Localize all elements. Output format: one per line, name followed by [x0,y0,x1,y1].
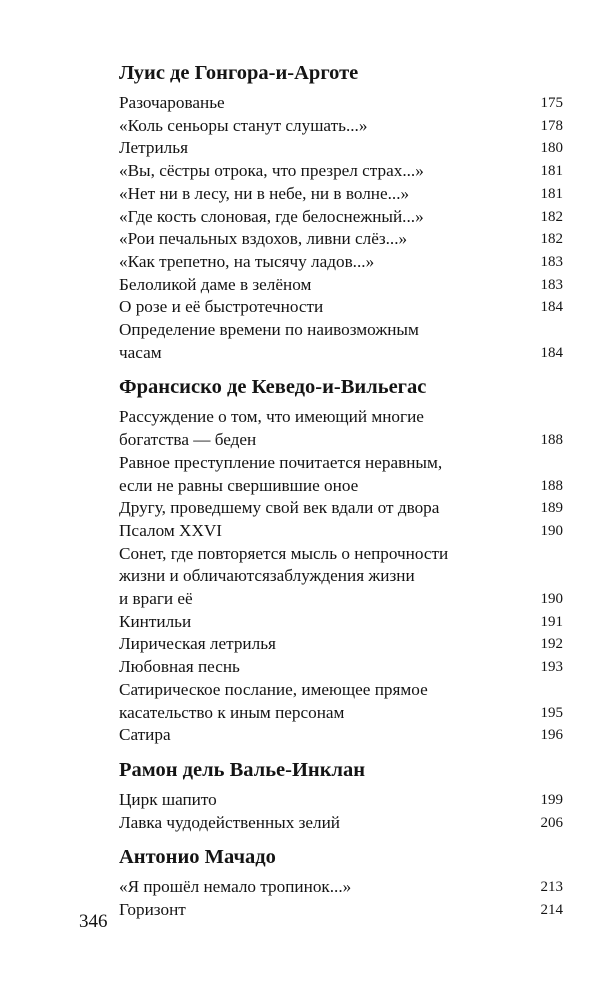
entry-title: Летрилья [119,138,189,158]
toc-entry[interactable] [119,92,563,115]
toc-entry[interactable] [119,406,563,451]
entry-title: Другу, проведшему свой век вдали от двора [119,498,440,518]
toc-entry[interactable] [119,611,563,634]
entry-title: «Где кость слоновая, где белоснежный...» [119,206,424,226]
entry-title: Горизонт [119,900,186,920]
entry-title: Сатирическое послание, имеющее прямое касательство к иным персонам [119,679,428,722]
entry-title: Сонет, где повторяется мысль о непрочности жизни и обличаютсязаблуждения жизни и враги её [119,543,449,609]
entry-title: «Коль сеньоры станут слушать...» [119,115,368,135]
entry-page-number: 195 [540,704,563,721]
section-author-heading: Рамон дель Валье-Инклан [119,758,366,781]
entry-title: «Как трепетно, на тысячу ладов...» [119,251,375,271]
toc-entry[interactable] [119,251,563,274]
table-of-contents [119,60,563,932]
entry-title: Псалом XXVI [119,520,223,540]
entry-title: Любовная песнь [119,657,240,677]
toc-entry[interactable] [119,789,563,812]
entry-title: Лирическая летрилья [119,634,276,654]
entry-title: Рассуждение о том, что имеющий многие богатства — беден [119,407,424,450]
entry-page-number: 214 [540,902,563,919]
entry-page-number: 183 [540,253,563,270]
entry-page-number: 182 [540,208,563,225]
toc-entry[interactable] [119,274,563,297]
toc-entry[interactable] [119,160,563,183]
toc-entry[interactable] [119,319,563,364]
toc-entry[interactable] [119,183,563,206]
toc-entry[interactable] [119,899,563,922]
entry-title: Определение времени по наивозможным часам [119,320,419,362]
toc-entry[interactable] [119,115,563,138]
entry-page-number: 188 [540,432,563,449]
entry-title: «Я прошёл немало тропинок...» [119,877,352,897]
entry-title: Разочарованье [119,93,225,112]
entry-page-number: 190 [540,591,563,608]
toc-section [119,844,563,921]
entry-page-number: 180 [540,140,563,157]
section-author-heading: Франсиско де Кеведо-и-Вильегас [119,376,427,399]
toc-section [119,757,563,834]
toc-entry[interactable] [119,679,563,724]
entry-title: О розе и её быстротечности [119,297,324,317]
entry-title: Сатира [119,725,171,745]
toc-entry[interactable] [119,296,563,319]
entry-page-number: 206 [540,814,563,831]
entry-title: «Нет ни в лесу, ни в небе, ни в волне...» [119,183,410,203]
toc-entry[interactable] [119,206,563,229]
entry-title: Белоликой даме в зелёном [119,274,312,294]
entry-page-number: 191 [540,613,563,630]
toc-entry[interactable] [119,452,563,497]
entry-page-number: 199 [540,791,563,808]
toc-entry[interactable] [119,228,563,251]
entry-page-number: 192 [540,636,563,653]
entry-page-number: 193 [540,659,563,676]
page-number: 346 [79,911,108,932]
toc-entry[interactable] [119,543,563,611]
toc-entry[interactable] [119,633,563,656]
section-author-heading: Луис де Гонгора-и-Арготе [119,62,359,84]
toc-entry[interactable] [119,137,563,160]
entry-page-number: 183 [540,276,563,293]
entry-title: «Рои печальных вздохов, ливни слёз...» [119,229,408,249]
entry-page-number: 213 [540,879,563,896]
entry-title: Цирк шапито [119,789,217,809]
entry-page-number: 178 [540,117,563,134]
entry-page-number: 188 [540,477,563,494]
entry-page-number: 181 [540,163,563,180]
entry-page-number: 189 [540,500,563,517]
entry-page-number: 184 [540,344,563,361]
entry-page-number: 175 [540,95,563,111]
entry-page-number: 181 [540,185,563,202]
toc-entry[interactable] [119,876,563,899]
toc-section [119,60,563,364]
toc-entry[interactable] [119,497,563,520]
entry-title: Кинтильи [119,611,192,631]
entry-page-number: 182 [540,231,563,248]
entry-page-number: 196 [540,727,563,744]
entry-title: Лавка чудодейственных зелий [119,812,340,832]
toc-entry[interactable] [119,656,563,679]
entry-page-number: 184 [540,299,563,316]
entry-title: Равное преступление почитается неравным, если не равны свершившие оное [119,452,443,495]
toc-entry[interactable] [119,812,563,835]
toc-entry[interactable] [119,520,563,543]
toc-entry[interactable] [119,724,563,747]
section-author-heading: Антонио Мачадо [119,846,276,869]
entry-title: «Вы, сёстры отрока, что презрел страх...» [119,161,424,181]
entry-page-number: 190 [540,522,563,539]
toc-section [119,374,563,747]
